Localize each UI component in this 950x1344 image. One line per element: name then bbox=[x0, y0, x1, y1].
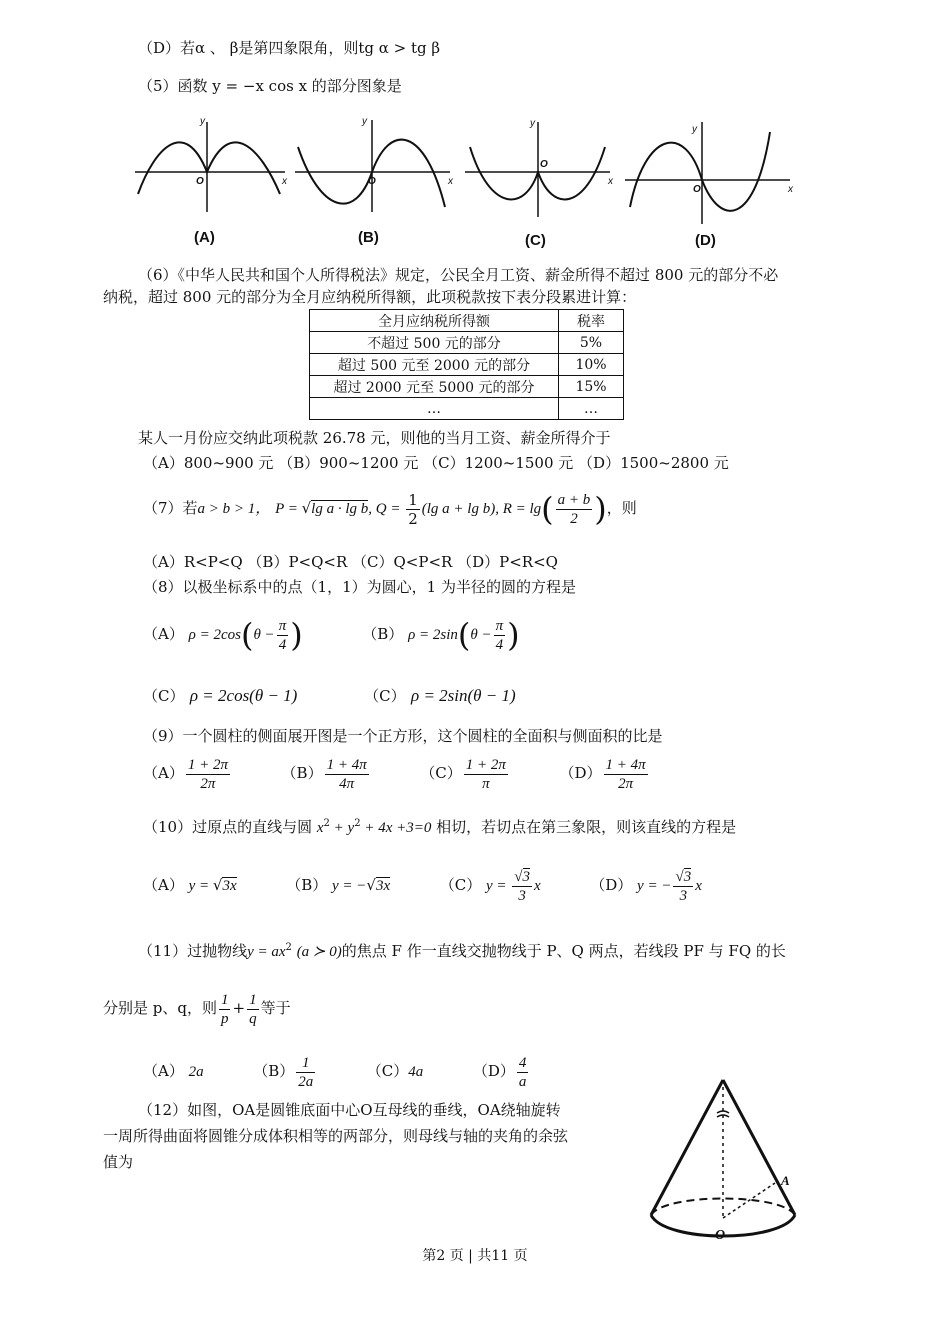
graph-d-origin: O bbox=[693, 184, 701, 195]
graph-a-origin: O bbox=[196, 176, 204, 187]
q8-stem: （8）以极坐标系中的点（1，1）为圆心，1 为半径的圆的方程是 bbox=[143, 578, 576, 596]
q5-stem: （5）函数 y = −x cos x 的部分图象是 bbox=[138, 77, 402, 95]
graph-d-y-label: y bbox=[692, 124, 697, 135]
q8-d-expr: ρ = 2sin(θ − 1) bbox=[411, 686, 516, 705]
q8-a-expr: ρ = 2cos bbox=[188, 627, 241, 643]
table-cell: 10% bbox=[559, 354, 624, 376]
q8-a-frac: $\frac{\pi}{4}$ bbox=[278, 617, 287, 653]
graph-c-y-label: y bbox=[530, 118, 535, 129]
sqrt-icon: √ bbox=[366, 876, 376, 894]
q7-r-frac: $\frac{a + b}{2}$ bbox=[557, 491, 591, 527]
graph-d-caption: (D) bbox=[695, 232, 716, 249]
q5-graphs bbox=[130, 112, 810, 252]
q10-options: （A） y = √3x （B） y = −√3x （C） y = $\frac{√3}{3}$ x （D） y = − $\frac{√3}{3}$ x bbox=[143, 868, 702, 904]
sqrt-icon: √ bbox=[212, 876, 223, 894]
q6-stem-1: （6）《中华人民共和国个人所得税法》规定，公民全月工资、薪金所得不超过 800 元的部分不必 bbox=[138, 266, 779, 284]
q9-b-frac: $\frac{1 + 4\pi}{4\pi}$ bbox=[326, 756, 367, 792]
graph-b-x-label: x bbox=[448, 176, 453, 187]
table-row bbox=[310, 354, 624, 376]
q9-a-frac: $\frac{1 + 2\pi}{2\pi}$ bbox=[187, 756, 228, 792]
q7-stem bbox=[143, 488, 637, 529]
table-row bbox=[310, 376, 624, 398]
q8-d-label: （C） bbox=[364, 687, 406, 705]
graph-b-origin: O bbox=[368, 176, 376, 187]
q11-frac-q: $\frac{1}{q}$ bbox=[249, 991, 257, 1027]
sqrt-icon: √ bbox=[514, 868, 523, 885]
q8-a-label: （A） bbox=[143, 625, 184, 643]
q8-b-theta: θ − bbox=[470, 627, 492, 643]
q11-options: （A） 2a （B） $\frac{1}{2a}$ （C）4a （D） $\frac{4}{a}$ bbox=[143, 1054, 527, 1090]
table-row bbox=[310, 398, 624, 420]
q6-options: （A）800~900 元 （B）900~1200 元 （C）1200~1500 元 （D）1500~2800 元 bbox=[143, 454, 729, 472]
q8-a-theta: θ − bbox=[253, 627, 275, 643]
q8-c-label: （C） bbox=[143, 687, 185, 705]
q9-c-frac: $\frac{1 + 2\pi}{\pi}$ bbox=[465, 756, 506, 792]
q9-a-label: （A） bbox=[143, 764, 184, 782]
cone-label-a: A bbox=[781, 1173, 790, 1188]
q7-tail: ，则 bbox=[606, 499, 637, 517]
right-paren-icon: ) bbox=[290, 616, 303, 654]
q12-line-3: 值为 bbox=[103, 1153, 134, 1171]
sqrt-icon: √ bbox=[675, 868, 684, 885]
q9-b-label: （B） bbox=[281, 764, 323, 782]
graph-c bbox=[465, 122, 610, 217]
graph-a-caption: (A) bbox=[194, 229, 215, 246]
q8-c-expr: ρ = 2cos(θ − 1) bbox=[189, 686, 298, 705]
q8-b-frac: $\frac{\pi}{4}$ bbox=[495, 617, 504, 653]
q10-c-label: （C） bbox=[439, 876, 482, 894]
q8-options-ab bbox=[143, 612, 520, 657]
q9-d-frac: $\frac{1 + 4\pi}{2\pi}$ bbox=[605, 756, 646, 792]
page-footer: 第2 页 | 共11 页 bbox=[422, 1248, 528, 1264]
right-paren-icon: ) bbox=[594, 490, 607, 528]
sqrt-icon: √ bbox=[301, 499, 312, 517]
right-paren-icon: ) bbox=[507, 616, 520, 654]
q10-d-label: （D） bbox=[590, 876, 633, 894]
left-paren-icon: ( bbox=[457, 616, 471, 654]
q6-stem-3: 某人一月份应交纳此项税款 26.78 元，则他的当月工资、薪金所得介于 bbox=[138, 429, 611, 447]
tax-table bbox=[309, 309, 624, 420]
q10-a-label: （A） bbox=[143, 876, 184, 894]
graph-b-caption: (B) bbox=[358, 229, 379, 246]
graph-d-x-label: x bbox=[788, 184, 793, 195]
q7-condition: a > b > 1， bbox=[197, 501, 271, 517]
q8-options-cd bbox=[143, 686, 516, 706]
q11-d-frac: $\frac{4}{a}$ bbox=[518, 1054, 527, 1090]
graph-c-origin: O bbox=[540, 159, 548, 170]
q10-b-label: （B） bbox=[286, 876, 328, 894]
q9-c-label: （C） bbox=[420, 764, 462, 782]
q12-line-2: 一周所得曲面将圆锥分成体积相等的两部分，则母线与轴的夹角的余弦 bbox=[103, 1127, 569, 1145]
q4-option-d: （D）若α 、 β是第四象限角，则tg α > tg β bbox=[138, 39, 441, 57]
q8-b-label: （B） bbox=[362, 625, 404, 643]
q11-frac-p: $\frac{1}{p}$ bbox=[220, 991, 229, 1027]
graph-a bbox=[135, 122, 285, 212]
q10-d-frac: $\frac{√3}{3}$ bbox=[675, 868, 692, 904]
q7-q-lhs: , Q = bbox=[368, 501, 405, 517]
table-header-row bbox=[310, 310, 624, 332]
table-cell: 超过 2000 元至 5000 元的部分 bbox=[310, 376, 559, 398]
graph-b bbox=[295, 120, 450, 212]
table-cell: … bbox=[559, 398, 624, 420]
q10-stem: （10）过原点的直线与圆 $x^2 + y^2 + 4x +3=0$ 相切，若切点在第三象限，则该直线的方程是 bbox=[143, 818, 737, 836]
q7-p-radicand: lg a · lg b bbox=[311, 501, 369, 517]
cone-label-o: O bbox=[715, 1228, 726, 1243]
q11-stem: （11）过抛物线$y = ax^2$ (a ≻ 0)的焦点 F 作一直线交抛物线于 P、Q 两点，若线段 PF 与 FQ 的长 bbox=[138, 942, 786, 960]
graph-a-y-label: y bbox=[200, 116, 205, 127]
table-header: 税率 bbox=[559, 310, 624, 332]
q9-d-label: （D） bbox=[559, 764, 602, 782]
q6-stem-2: 纳税，超过 800 元的部分为全月应纳税所得额，此项税款按下表分段累进计算： bbox=[103, 288, 637, 306]
table-cell: … bbox=[310, 398, 559, 420]
table-cell: 超过 500 元至 2000 元的部分 bbox=[310, 354, 559, 376]
q7-options: （A）R<P<Q （B）P<Q<R （C）Q<P<R （D）P<R<Q bbox=[143, 553, 558, 571]
graph-b-y-label: y bbox=[362, 116, 367, 127]
q9-options bbox=[143, 750, 650, 796]
cone-figure bbox=[645, 1075, 815, 1250]
q12-line-1: （12）如图，OA是圆锥底面中心O互母线的垂线，OA绕轴旋转 bbox=[138, 1101, 561, 1119]
q7-q-rhs: (lg a + lg b), R = lg bbox=[421, 501, 542, 517]
table-cell: 15% bbox=[559, 376, 624, 398]
graph-c-x-label: x bbox=[608, 176, 613, 187]
table-cell: 5% bbox=[559, 332, 624, 354]
table-cell: 不超过 500 元的部分 bbox=[310, 332, 559, 354]
table-header: 全月应纳税所得额 bbox=[310, 310, 559, 332]
left-paren-icon: ( bbox=[240, 616, 254, 654]
q8-b-expr: ρ = 2sin bbox=[408, 627, 458, 643]
left-paren-icon: ( bbox=[541, 490, 554, 528]
q9-stem: （9）一个圆柱的侧面展开图是一个正方形，这个圆柱的全面积与侧面积的比是 bbox=[143, 727, 663, 745]
table-row bbox=[310, 332, 624, 354]
graph-c-caption: (C) bbox=[525, 232, 546, 249]
q7-number: （7）若 bbox=[143, 499, 198, 517]
graph-a-x-label: x bbox=[282, 176, 287, 187]
graph-d bbox=[625, 122, 790, 224]
q11-line-2: 分别是 p、q，则 $\frac{1}{p}$ + $\frac{1}{q}$ 等于 bbox=[103, 991, 291, 1027]
q10-c-frac: $\frac{√3}{3}$ bbox=[514, 868, 530, 904]
q11-b-frac: $\frac{1}{2a}$ bbox=[298, 1054, 314, 1090]
q7-p-lhs: P = bbox=[275, 501, 302, 517]
q7-half: $\frac{1}{2}$ bbox=[408, 490, 418, 528]
